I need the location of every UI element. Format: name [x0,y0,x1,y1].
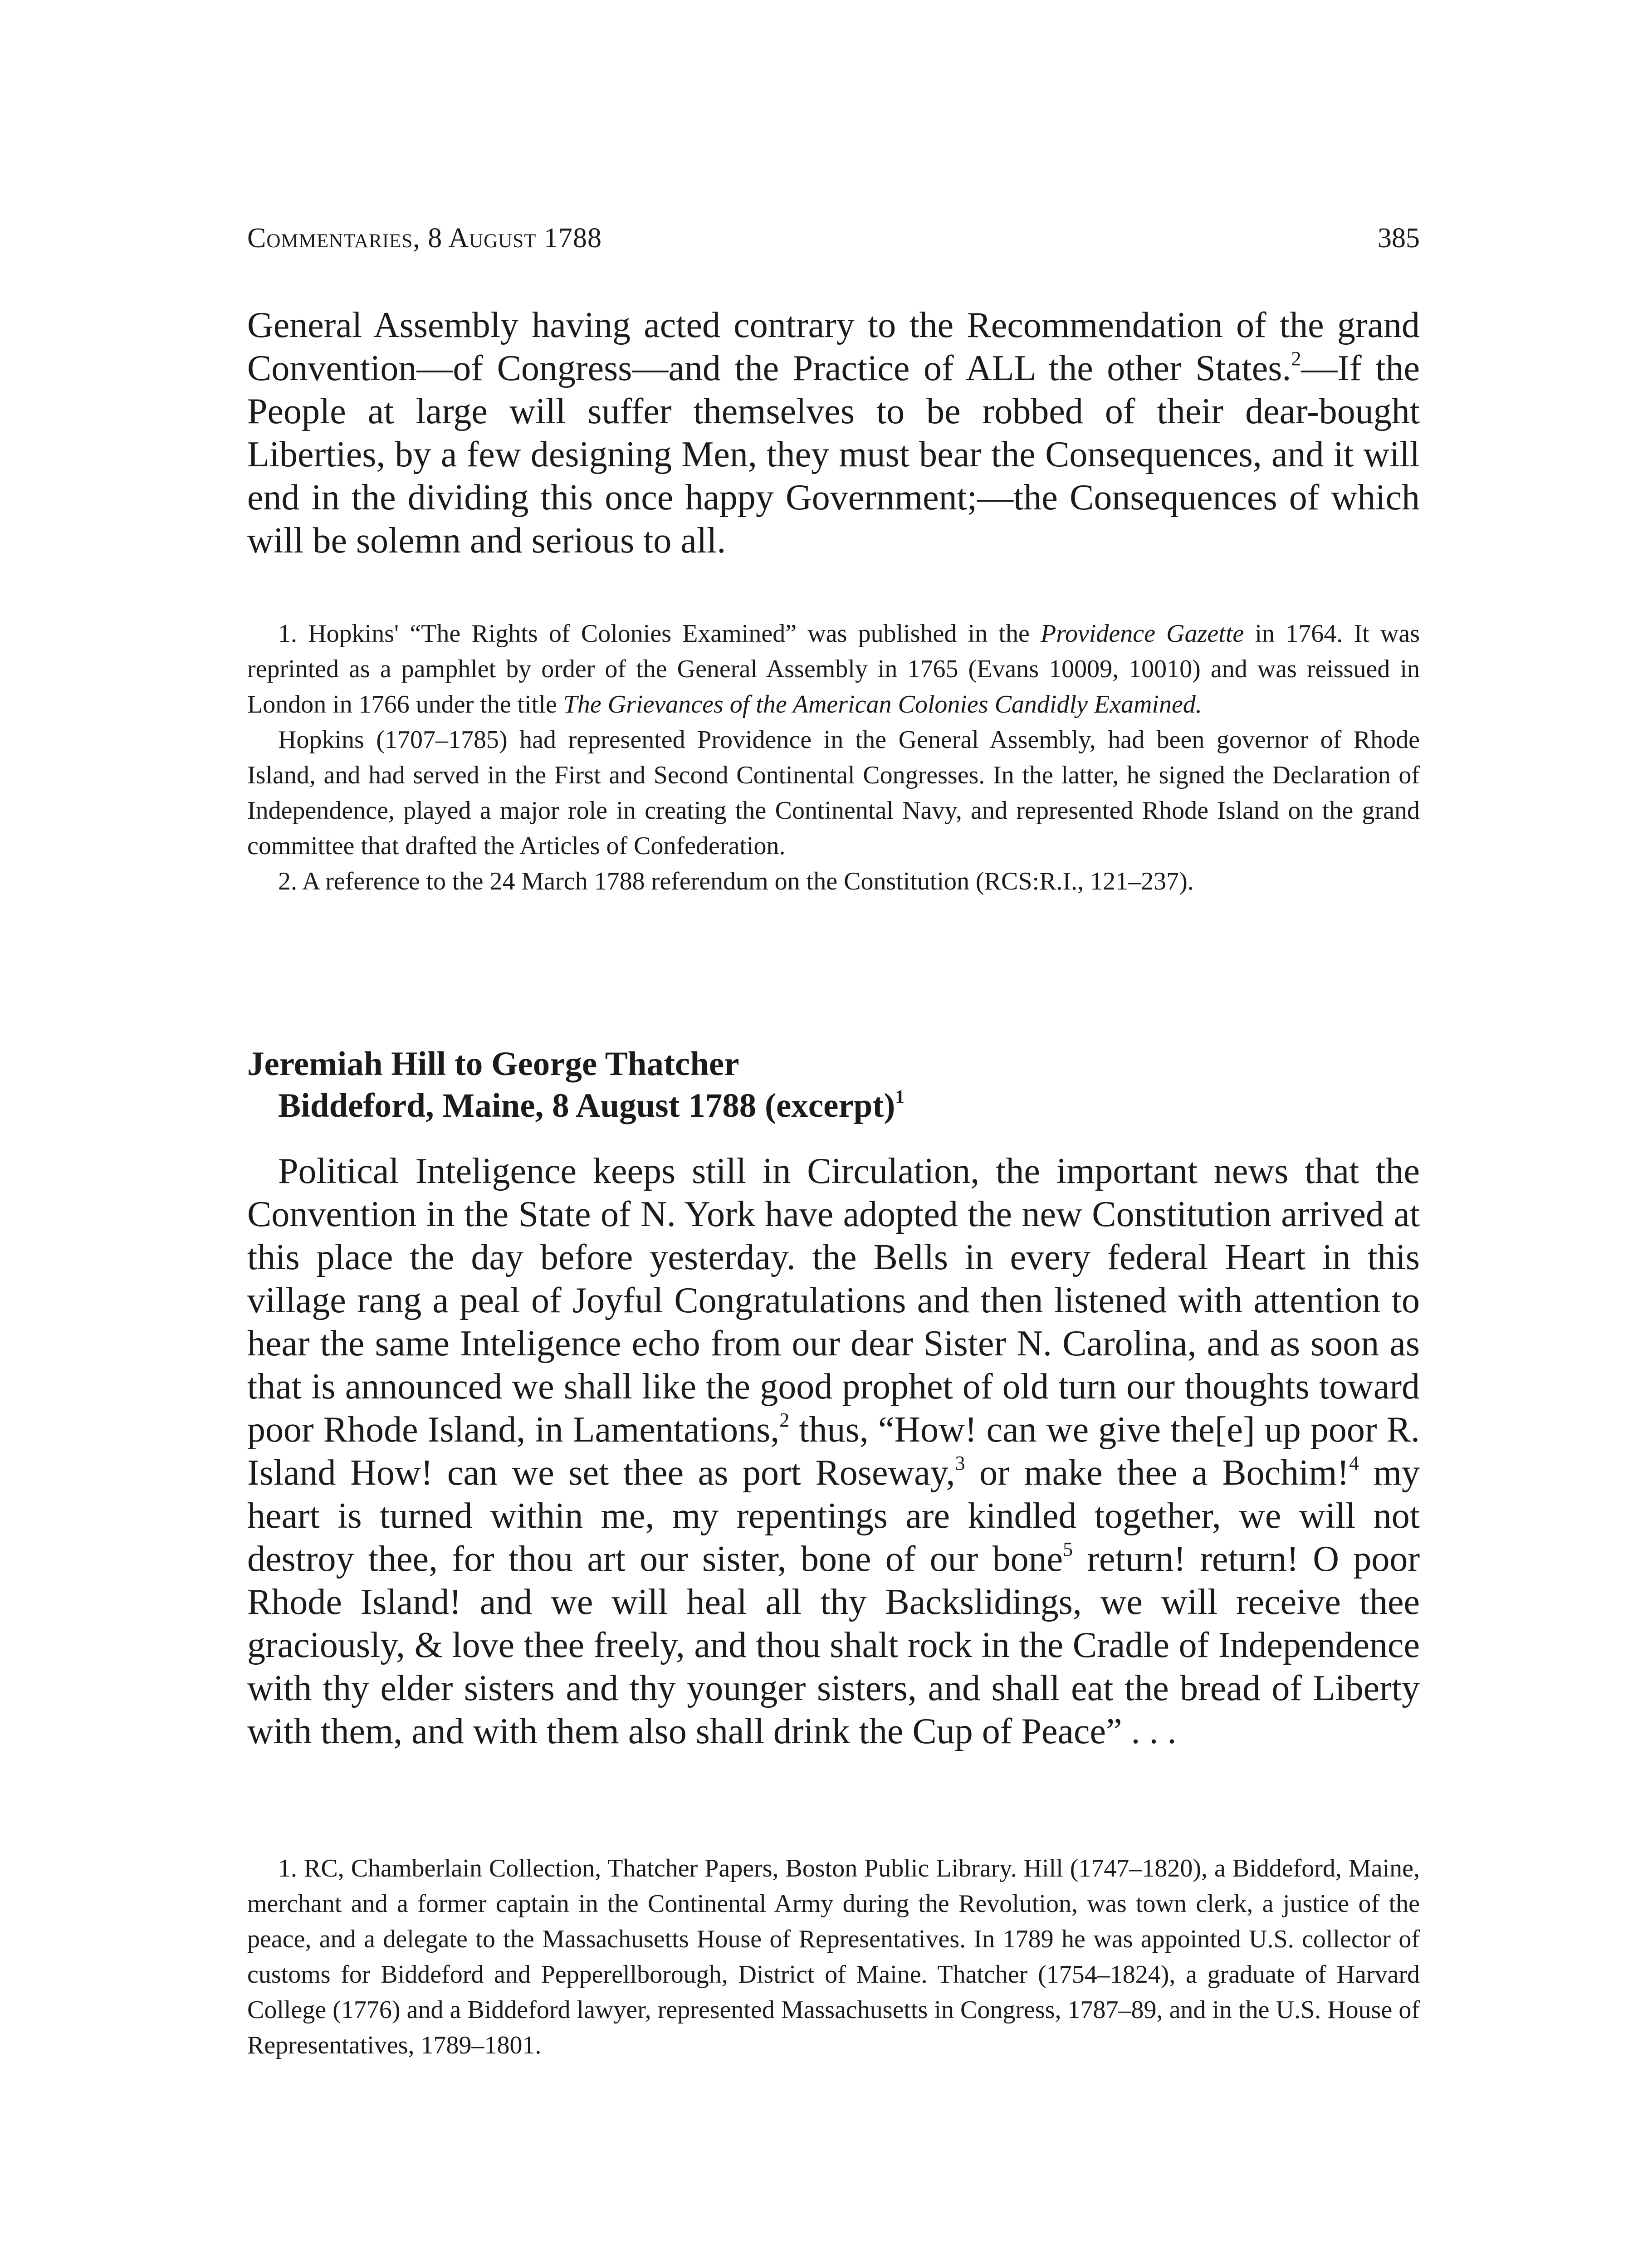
letter-text-5: return! return! O poor Rhode Island! and we will heal all thy Backslidings, we will receive thee graciously, & love thee freely, and thou shalt rock in the Cradle of Independence with thy elder sisters and thy younger sisters, and shall eat the bread of Liberty with them, and with them also shall drink the Cup of Peace” . . . [247,1539,1420,1751]
letter-note-ref-3: 3 [955,1452,965,1474]
heading-subtitle-text: Biddeford, Maine, 8 August 1788 (excerpt) [278,1087,895,1124]
letter-paragraph [247,1150,1420,1753]
footnotes-section-2 [247,1851,1420,2063]
opening-paragraph [247,304,1420,562]
footnote-1 [247,616,1420,722]
letter-excerpt [247,1150,1420,1753]
document-heading [247,1043,1420,1127]
footnotes-section-1 [247,616,1420,899]
opening-text-a: General Assembly having acted contrary to the Recommendation of the grand Convention—of Congress—and the Practice of ALL the other States. [247,305,1420,388]
letter-text-2: thus, “How! can we give the[e] up poor R. Island How! can we set thee as port Roseway, [247,1410,1420,1493]
footnote-1-paragraph-2: Hopkins (1707–1785) had represented Providence in the General Assembly, had been governor of Rhode Island, and had served in the First and Second Continental Congresses. In the latter, he signed the Declaration of Independence, played a major role in creating the Continental Navy, and represented Rhode Island on the grand committee that drafted the Articles of Confederation. [247,726,1420,860]
letter-text-4: my heart is turned within me, my repentings are kindled together, we will not destroy thee, for thou art our sister, bone of our bone [247,1453,1420,1579]
footnote-1-text-b: in 1764. It was reprinted as a pamphlet by order of the General Assembly in 1765 (Evans 10009, 10010) and was reissued in London in 1766 under the title [247,620,1420,719]
letter-text-3: or make thee a Bochim! [965,1453,1349,1493]
footnote-1-text-a: 1. Hopkins' “The Rights of Colonies Examined” was published in the [278,620,1041,648]
letter-note-ref-5: 5 [1063,1538,1073,1560]
letter-footnote-1: 1. RC, Chamberlain Collection, Thatcher Papers, Boston Public Library. Hill (1747–1820), a Biddeford, Maine, merchant and a former captain in the Continental Army during the Revolution, was town clerk, a justice of the peace, and a delegate to the Massachusetts House of Representatives. In 1789 he was appointed U.S. collector of customs for Biddeford and Pepperellborough, District of Maine. Thatcher (1754–1824), a graduate of Harvard College (1776) and a Biddeford lawyer, represented Massachusetts in Congress, 1787–89, and in the U.S. House of Representatives, 1789–1801. [247,1854,1420,2059]
heading-subtitle [247,1085,1420,1127]
footnote-2: 2. A reference to the 24 March 1788 referendum on the Constitution (RCS:R.I., 121–237). [278,867,1194,895]
page-number: 385 [1378,223,1420,254]
opening-paragraph-block [247,304,1420,562]
footnote-1-italic-title-1: Providence Gazette [1041,620,1244,648]
opening-text-b: —If the People at large will suffer themselves to be robbed of their dear-bought Liberties, by a few designing Men, they must bear the Consequences, and it will end in the dividing this once happy Government;—the Consequences of which will be solemn and serious to all. [247,348,1420,561]
letter-note-ref-2: 2 [779,1409,790,1431]
heading-title: Jeremiah Hill to George Thatcher [247,1045,739,1083]
running-head-title: Commentaries, 8 August 1788 [247,223,602,254]
heading-note-ref-1: 1 [895,1086,905,1107]
note-ref-2: 2 [1291,347,1301,370]
letter-text-1: Political Inteligence keeps still in Circulation, the important news that the Convention in the State of N. York have adopted the new Constitution arrived at this place the day before yesterday. the Bells in every federal Heart in this village rang a peal of Joyful Congratulations and then listened with attention to hear the same Inteligence echo from our dear Sister N. Carolina, and as soon as that is announced we shall like the good prophet of old turn our thoughts toward poor Rhode Island, in Lamentations, [247,1151,1420,1450]
running-head [247,213,1420,263]
letter-note-ref-4: 4 [1349,1452,1359,1474]
footnote-1-italic-title-2: The Grievances of the American Colonies Candidly Examined. [563,690,1202,719]
